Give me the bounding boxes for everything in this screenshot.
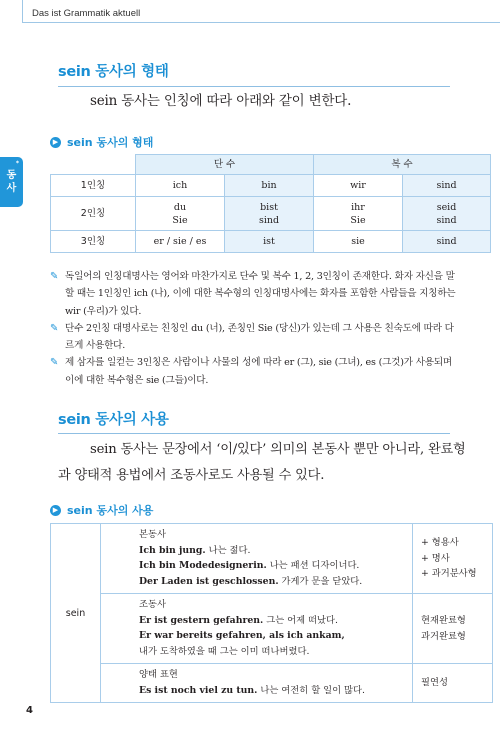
plural-verb (403, 197, 491, 231)
plural-verb-2: sind (436, 214, 457, 226)
table-title-forms-text: sein 동사의 형태 (67, 136, 154, 149)
usage-example (139, 628, 402, 644)
example-german: Er war bereits gefahren, als ich ankam, (139, 630, 345, 641)
plural-pronoun (314, 197, 403, 231)
usage-row (51, 524, 493, 594)
usage-note-cell (413, 524, 493, 594)
table-row (51, 175, 491, 197)
table-row (51, 231, 491, 253)
header-plural: 복 수 (314, 155, 491, 175)
header-rule (22, 22, 500, 23)
example-korean: 내가 도착하였을 때 그는 이미 떠나버렸다. (139, 645, 310, 657)
usage-example (139, 613, 402, 629)
play-bullet-icon: ▶ (50, 505, 61, 516)
header-corner (51, 155, 136, 175)
usage-example (139, 543, 402, 559)
usage-example (139, 683, 402, 699)
side-tab-star: * (15, 160, 19, 167)
conjugation-table (50, 154, 491, 253)
side-tab-char-2: 사 (6, 183, 17, 194)
plural-pronoun-1: ihr (351, 201, 365, 213)
side-tab-char-1: 동 (6, 170, 17, 181)
usage-row (51, 594, 493, 664)
note-item (50, 354, 462, 389)
section-rule-forms (58, 86, 450, 87)
chapter-side-tab (0, 157, 23, 207)
usage-table (50, 523, 493, 703)
note-item (50, 320, 462, 355)
note-text: 독일어의 인칭대명사는 영어와 마찬가지로 단수 및 복수 1, 2, 3인칭이 존재한다. 화자 자신을 말할 때는 1인칭인 ich (나), 이에 대한 복수형의 인칭대명사에는 화자를 포함한 사람들을 지칭하는 wir (우리)가 있다. (65, 271, 456, 317)
usage-example (139, 574, 402, 590)
usage-note-cell (413, 594, 493, 664)
usage-group-modal (101, 664, 413, 703)
example-korean: 가게가 문을 닫았다. (278, 575, 363, 587)
plural-verb: sind (403, 175, 491, 197)
usage-row-label: sein (51, 524, 101, 703)
singular-pronoun-2: Sie (172, 214, 188, 226)
example-german: Ich bin jung. (139, 544, 206, 556)
conjugation-header-row (51, 155, 491, 175)
section-title-usage: sein 동사의 사용 (58, 412, 169, 428)
note-text: 제 삼자를 일컫는 3인칭은 사람이나 사물의 성에 따라 er (그), sie (그녀), es (그것)가 사용되며 이에 대한 복수형은 sie (그들)이다. (65, 357, 452, 386)
singular-verb: bin (225, 175, 314, 197)
usage-group-heading: 양태 표현 (139, 669, 178, 680)
usage-note-cell (413, 664, 493, 703)
example-korean: 그는 어제 떠났다. (263, 614, 338, 626)
singular-pronoun: ich (136, 175, 225, 197)
singular-pronoun (136, 197, 225, 231)
table-row (51, 197, 491, 231)
usage-note: 과거완료형 (421, 630, 466, 642)
plural-verb: sind (403, 231, 491, 253)
notes-block (50, 268, 462, 389)
singular-verb-2: sind (258, 214, 280, 226)
example-korean: 나는 여전히 할 일이 많다. (257, 684, 365, 696)
usage-note: 필연성 (421, 677, 448, 689)
singular-verb-1: bist (260, 201, 278, 213)
table-title-forms (50, 134, 153, 150)
usage-example (139, 558, 402, 574)
plural-pronoun-2: Sie (350, 214, 366, 226)
example-korean: 나는 패션 디자이너다. (266, 560, 360, 571)
person-label: 3인칭 (51, 231, 136, 253)
singular-verb: ist (225, 231, 314, 253)
usage-note: + 명사 (421, 552, 450, 564)
header-singular: 단 수 (136, 155, 314, 175)
pencil-icon: ✎ (50, 322, 59, 334)
note-text: 단수 2인칭 대명사로는 친칭인 du (너), 존칭인 Sie (당신)가 있는데 그 사용은 친숙도에 따라 다르게 사용한다. (65, 322, 454, 352)
example-german: Der Laden ist geschlossen. (139, 575, 279, 587)
usage-group-auxiliary (101, 594, 413, 664)
intro-paragraph-usage: sein 동사는 문장에서 ‘이/있다’ 의미의 본동사 뿐만 아니라, 완료형과 양태적 용법에서 조동사로도 사용될 수 있다. (58, 442, 466, 483)
usage-note: 현재완료형 (421, 615, 466, 626)
usage-note: + 형용사 (421, 537, 459, 549)
table-title-usage-text: sein 동사의 사용 (67, 504, 154, 517)
person-label: 1인칭 (51, 175, 136, 197)
singular-pronoun: er / sie / es (136, 231, 225, 253)
singular-verb (225, 197, 314, 231)
plural-pronoun: sie (314, 231, 403, 253)
section-title-forms: sein 동사의 형태 (58, 64, 169, 80)
singular-pronoun-1: du (173, 201, 187, 213)
usage-example (139, 644, 402, 660)
plural-verb-1: seid (436, 201, 457, 213)
section-rule-usage (58, 433, 450, 434)
pencil-icon: ✎ (50, 271, 59, 282)
running-head: Das ist Grammatik aktuell (32, 8, 141, 19)
pencil-icon: ✎ (50, 357, 59, 369)
example-german: Er ist gestern gefahren. (139, 614, 264, 626)
usage-group-heading: 본동사 (139, 529, 166, 540)
plural-pronoun: wir (314, 175, 403, 197)
example-german: Ich bin Modedesignerin. (139, 560, 267, 571)
note-item (50, 268, 462, 320)
person-label: 2인칭 (51, 197, 136, 231)
usage-note: + 과거분사형 (421, 568, 477, 580)
intro-paragraph-forms: sein 동사는 인칭에 따라 아래와 같이 변한다. (90, 93, 352, 109)
example-german: Es ist noch viel zu tun. (139, 684, 258, 696)
play-bullet-icon: ▶ (50, 137, 61, 148)
example-korean: 나는 젊다. (205, 544, 251, 556)
usage-group-main-verb (101, 524, 413, 594)
usage-row (51, 664, 493, 703)
usage-group-heading: 조동사 (139, 599, 166, 610)
header-rule-vertical (22, 0, 23, 22)
page-number: 4 (26, 705, 33, 716)
table-title-usage (50, 502, 153, 518)
